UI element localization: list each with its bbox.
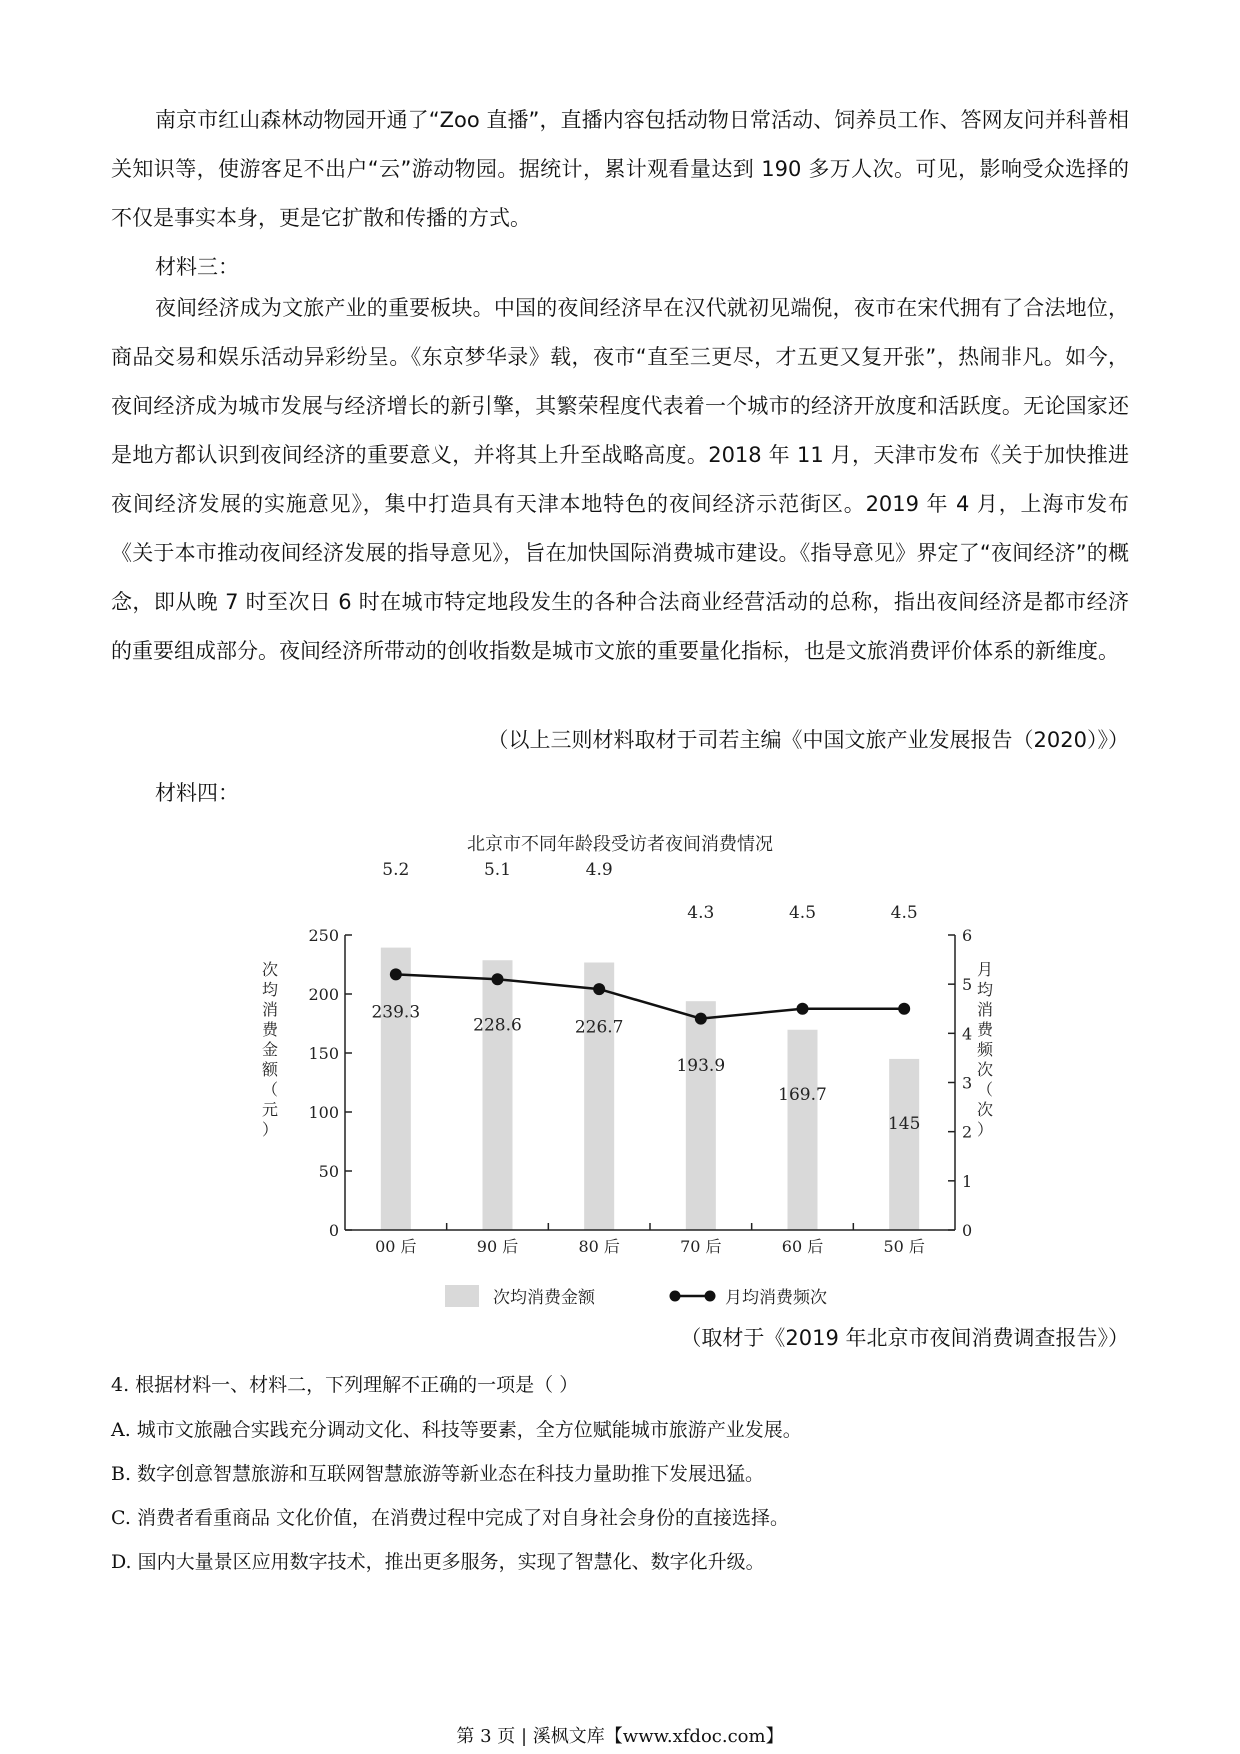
legend-line-label: 月均消费频次 (725, 1288, 827, 1308)
y2-axis-title-char: 费 (976, 1020, 994, 1039)
frequency-label-3: 4.3 (687, 903, 715, 923)
y2-tick-label-5: 5 (962, 975, 973, 995)
y2-axis-title-char: 月 (976, 960, 994, 979)
bar-1 (483, 960, 513, 1230)
frequency-point-3 (695, 1013, 707, 1025)
bar-value-label-4: 169.7 (778, 1084, 827, 1105)
y2-tick-label-4: 4 (962, 1024, 973, 1044)
y-axis-title-char: 次 (261, 960, 279, 979)
frequency-label-2: 4.9 (585, 860, 613, 880)
bar-value-label-1: 228.6 (473, 1015, 522, 1036)
source-note-1: （以上三则材料取材于司若主编《中国文旅产业发展报告（2020）》） (487, 728, 1129, 752)
question-4: 4. 根据材料一、材料二，下列理解不正确的一项是（ ） (111, 1374, 579, 1396)
y-tick-label-0: 0 (328, 1221, 339, 1240)
y-axis-title (262, 960, 279, 1139)
bar-4 (788, 1030, 818, 1230)
x-tick-label-5: 50 后 (883, 1237, 925, 1256)
frequency-label-1: 5.1 (483, 860, 512, 880)
page-footer: 第 3 页 | 溪枫文库【www.xfdoc.com】 (456, 1726, 784, 1747)
y-axis-title-char: 元 (261, 1100, 279, 1119)
frequency-line (396, 974, 904, 1018)
y2-axis-title (977, 960, 994, 1139)
y-axis-title-char: 消 (261, 1000, 279, 1019)
legend-line-dot-right (705, 1291, 716, 1302)
legend-bar-label: 次均消费金额 (493, 1288, 595, 1308)
frequency-point-4 (797, 1003, 809, 1015)
bar-5 (889, 1059, 919, 1230)
source-note-2: （取材于《2019 年北京市夜间消费调查报告》） (680, 1326, 1129, 1350)
option-b[interactable]: B. 数字创意智慧旅游和互联网智慧旅游等新业态在科技力量助推下发展迅猛。 (111, 1463, 765, 1485)
option-d[interactable]: D. 国内大量景区应用数字技术，推出更多服务，实现了智慧化、数字化升级。 (111, 1551, 765, 1573)
paragraph-night-economy: 夜间经济成为文旅产业的重要板块。中国的夜间经济早在汉代就初见端倪，夜市在宋代拥有了合法地位，商品交易和娱乐活动异彩纷呈。《东京梦华录》载，夜市“直至三更尽，才五更又复开张”，热闹非凡。如今，夜间经济成为城市发展与经济增长的新引擎，其繁荣程度代表着一个城市的经济开放度和活跃度。无论国家还是地方都认识到夜间经济的重要意义，并将其上升至战略高度。2018 年 11 月，天津市发布《关于加快推进夜间经济发展的实施意见》，集中打造具有天津本地特色的夜间经济示范街区。2019 年 4 月，上海市发布《关于本市推动夜间经济发展的指导意见》，旨在加快国际消费城市建设。《指导意见》界定了“夜间经济”的概念，即从晚 7 时至次日 6 时在城市特定地段发生的各种合法商业经营活动的总称，指出夜间经济是都市经济的重要组成部分。夜间经济所带动的创收指数是城市文旅的重要量化指标，也是文旅消费评价体系的新维度。 (111, 296, 1129, 663)
option-c[interactable]: C. 消费者看重商品 文化价值，在消费过程中完成了对自身社会身份的直接选择。 (111, 1507, 789, 1529)
frequency-point-2 (593, 983, 605, 995)
x-tick-label-1: 90 后 (476, 1237, 519, 1256)
x-tick-label-3: 70 后 (680, 1237, 722, 1256)
y-axis-title-char: 费 (261, 1020, 279, 1039)
y-axis-title-char: 额 (261, 1060, 279, 1079)
y-axis-title-char: （ (261, 1080, 279, 1099)
y-tick-label-4: 200 (308, 985, 339, 1004)
x-tick-label-4: 60 后 (781, 1237, 824, 1256)
x-tick-label-0: 00 后 (375, 1237, 417, 1256)
bar-0 (381, 948, 411, 1230)
material-three-heading: 材料三： (155, 255, 239, 279)
frequency-point-5 (898, 1003, 910, 1015)
material-four-heading: 材料四： (155, 781, 239, 805)
y2-axis-title-char: 次 (976, 1100, 994, 1119)
bar-value-label-2: 226.7 (574, 1017, 624, 1038)
frequency-label-0: 5.2 (382, 860, 410, 880)
bar-2 (584, 962, 614, 1230)
y2-tick-label-1: 1 (962, 1171, 973, 1191)
paragraph-zoo-live: 南京市红山森林动物园开通了“Zoo 直播”，直播内容包括动物日常活动、饲养员工作、答网友问并科普相关知识等，使游客足不出户“云”游动物园。据统计，累计观看量达到 190 多万人次。可见，影响受众选择的不仅是事实本身，更是它扩散和传播的方式。 (111, 108, 1129, 230)
y2-tick-label-0: 0 (962, 1221, 973, 1240)
y2-axis-title-char: 消 (976, 1000, 994, 1019)
y2-tick-label-2: 2 (962, 1122, 973, 1142)
night-consumption-chart (230, 820, 1010, 1320)
y2-axis-title-char: （ (976, 1080, 994, 1099)
y2-axis-title-char: 频 (976, 1040, 994, 1059)
option-a[interactable]: A. 城市文旅融合实践充分调动文化、科技等要素，全方位赋能城市旅游产业发展。 (111, 1419, 802, 1441)
bar-3 (686, 1001, 716, 1230)
frequency-point-1 (492, 973, 504, 985)
frequency-label-5: 4.5 (890, 903, 918, 923)
y2-tick-label-3: 3 (962, 1073, 973, 1093)
frequency-point-0 (390, 968, 402, 980)
y2-axis-title-char: ） (976, 1120, 994, 1139)
y-axis-title-char: 均 (261, 980, 279, 999)
y-tick-label-3: 150 (308, 1044, 339, 1063)
y-axis-title-char: ） (261, 1120, 279, 1139)
y2-axis-title-char: 次 (976, 1060, 994, 1079)
x-tick-label-2: 80 后 (578, 1237, 620, 1256)
y2-axis-title-char: 均 (976, 980, 994, 999)
y2-tick-label-6: 6 (962, 926, 973, 945)
bar-value-label-5: 145 (887, 1113, 921, 1134)
frequency-label-4: 4.5 (788, 903, 817, 923)
y-tick-label-5: 250 (308, 926, 339, 945)
bar-value-label-0: 239.3 (371, 1002, 421, 1023)
bar-value-label-3: 193.9 (676, 1056, 726, 1077)
y-axis-title-char: 金 (261, 1040, 279, 1059)
legend-line-dot-left (670, 1291, 681, 1302)
y-tick-label-2: 100 (308, 1103, 339, 1122)
chart-title: 北京市不同年龄段受访者夜间消费情况 (467, 834, 773, 855)
legend-bar-swatch (445, 1285, 479, 1307)
y-tick-label-1: 50 (318, 1162, 339, 1181)
